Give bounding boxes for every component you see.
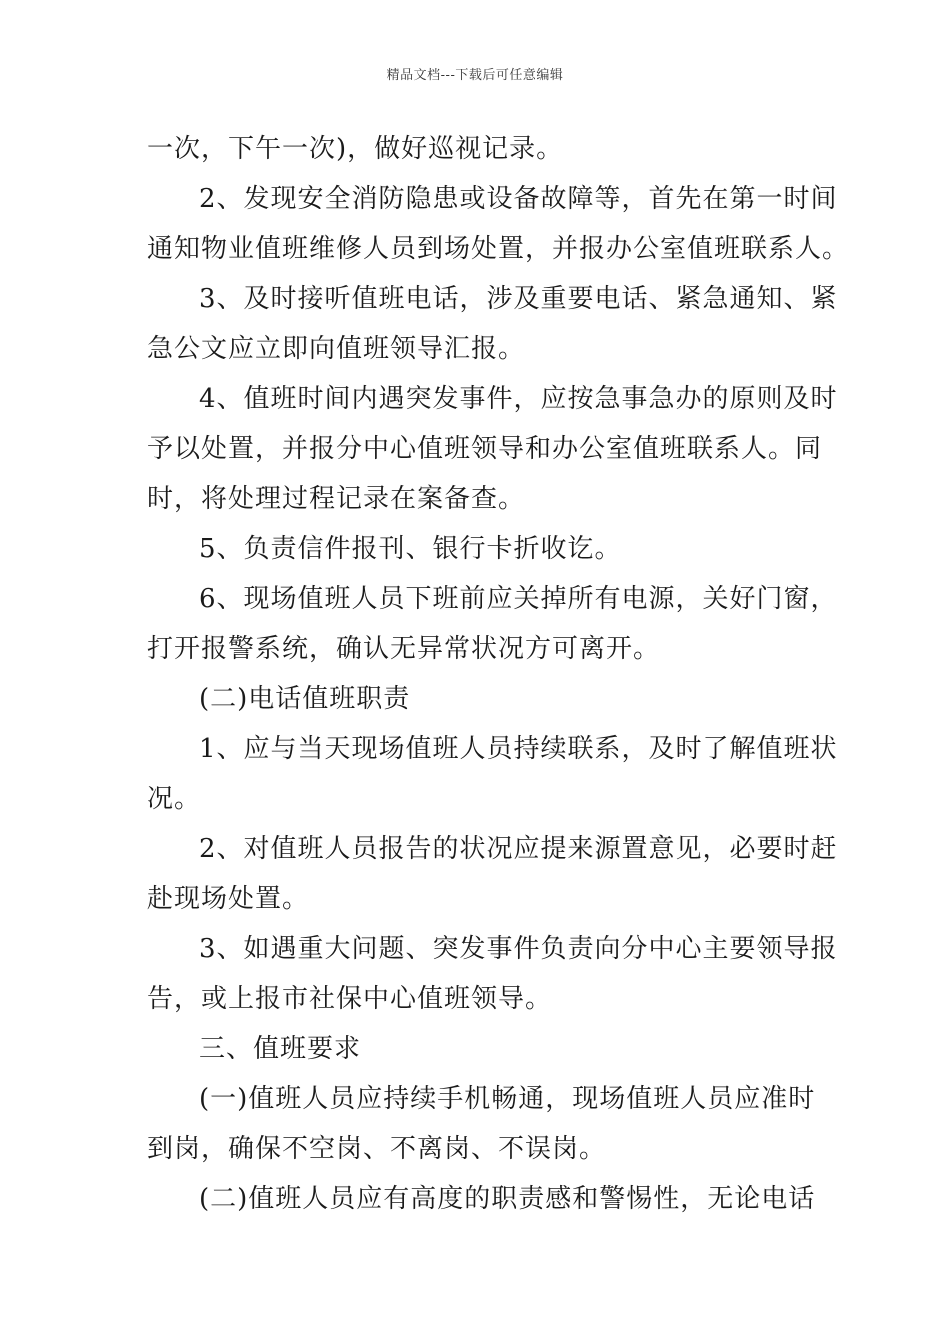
text-line: 时，将处理过程记录在案备查。	[147, 484, 526, 514]
text-line: 通知物业值班维修人员到场处置，并报办公室值班联系人。	[147, 234, 850, 264]
text-line: 3、及时接听值班电话，涉及重要电话、紧急通知、紧	[199, 284, 838, 314]
text-line: 况。	[147, 784, 202, 814]
text-line: 2、发现安全消防隐患或设备故障等，首先在第一时间	[199, 184, 838, 214]
page-header: 精品文档---下载后可任意编辑	[386, 68, 564, 83]
text-line: 4、值班时间内遇突发事件，应按急事急办的原则及时	[199, 384, 838, 414]
section-heading: (二)电话值班职责	[199, 684, 411, 714]
text-line: 到岗，确保不空岗、不离岗、不误岗。	[147, 1134, 607, 1164]
text-line: 打开报警系统，确认无异常状况方可离开。	[147, 634, 661, 664]
text-line: 予以处置，并报分中心值班领导和办公室值班联系人。同	[147, 434, 823, 464]
text-line: 赴现场处置。	[147, 884, 310, 914]
text-line: 2、对值班人员报告的状况应提来源置意见，必要时赶	[199, 834, 838, 864]
text-line: 急公文应立即向值班领导汇报。	[147, 334, 526, 364]
text-line: (一)值班人员应持续手机畅通，现场值班人员应准时	[199, 1084, 816, 1114]
text-line: 一次，下午一次)，做好巡视记录。	[147, 134, 564, 164]
section-heading: 三、值班要求	[199, 1034, 362, 1064]
text-line: 3、如遇重大问题、突发事件负责向分中心主要领导报	[199, 934, 838, 964]
text-line: (二)值班人员应有高度的职责感和警惕性，无论电话	[199, 1184, 816, 1214]
text-line: 6、现场值班人员下班前应关掉所有电源，关好门窗，	[199, 584, 838, 614]
text-line: 5、负责信件报刊、银行卡折收讫。	[199, 534, 622, 564]
text-line: 告，或上报市社保中心值班领导。	[147, 984, 553, 1014]
text-line: 1、应与当天现场值班人员持续联系，及时了解值班状	[199, 734, 838, 764]
document-body	[147, 124, 850, 1224]
